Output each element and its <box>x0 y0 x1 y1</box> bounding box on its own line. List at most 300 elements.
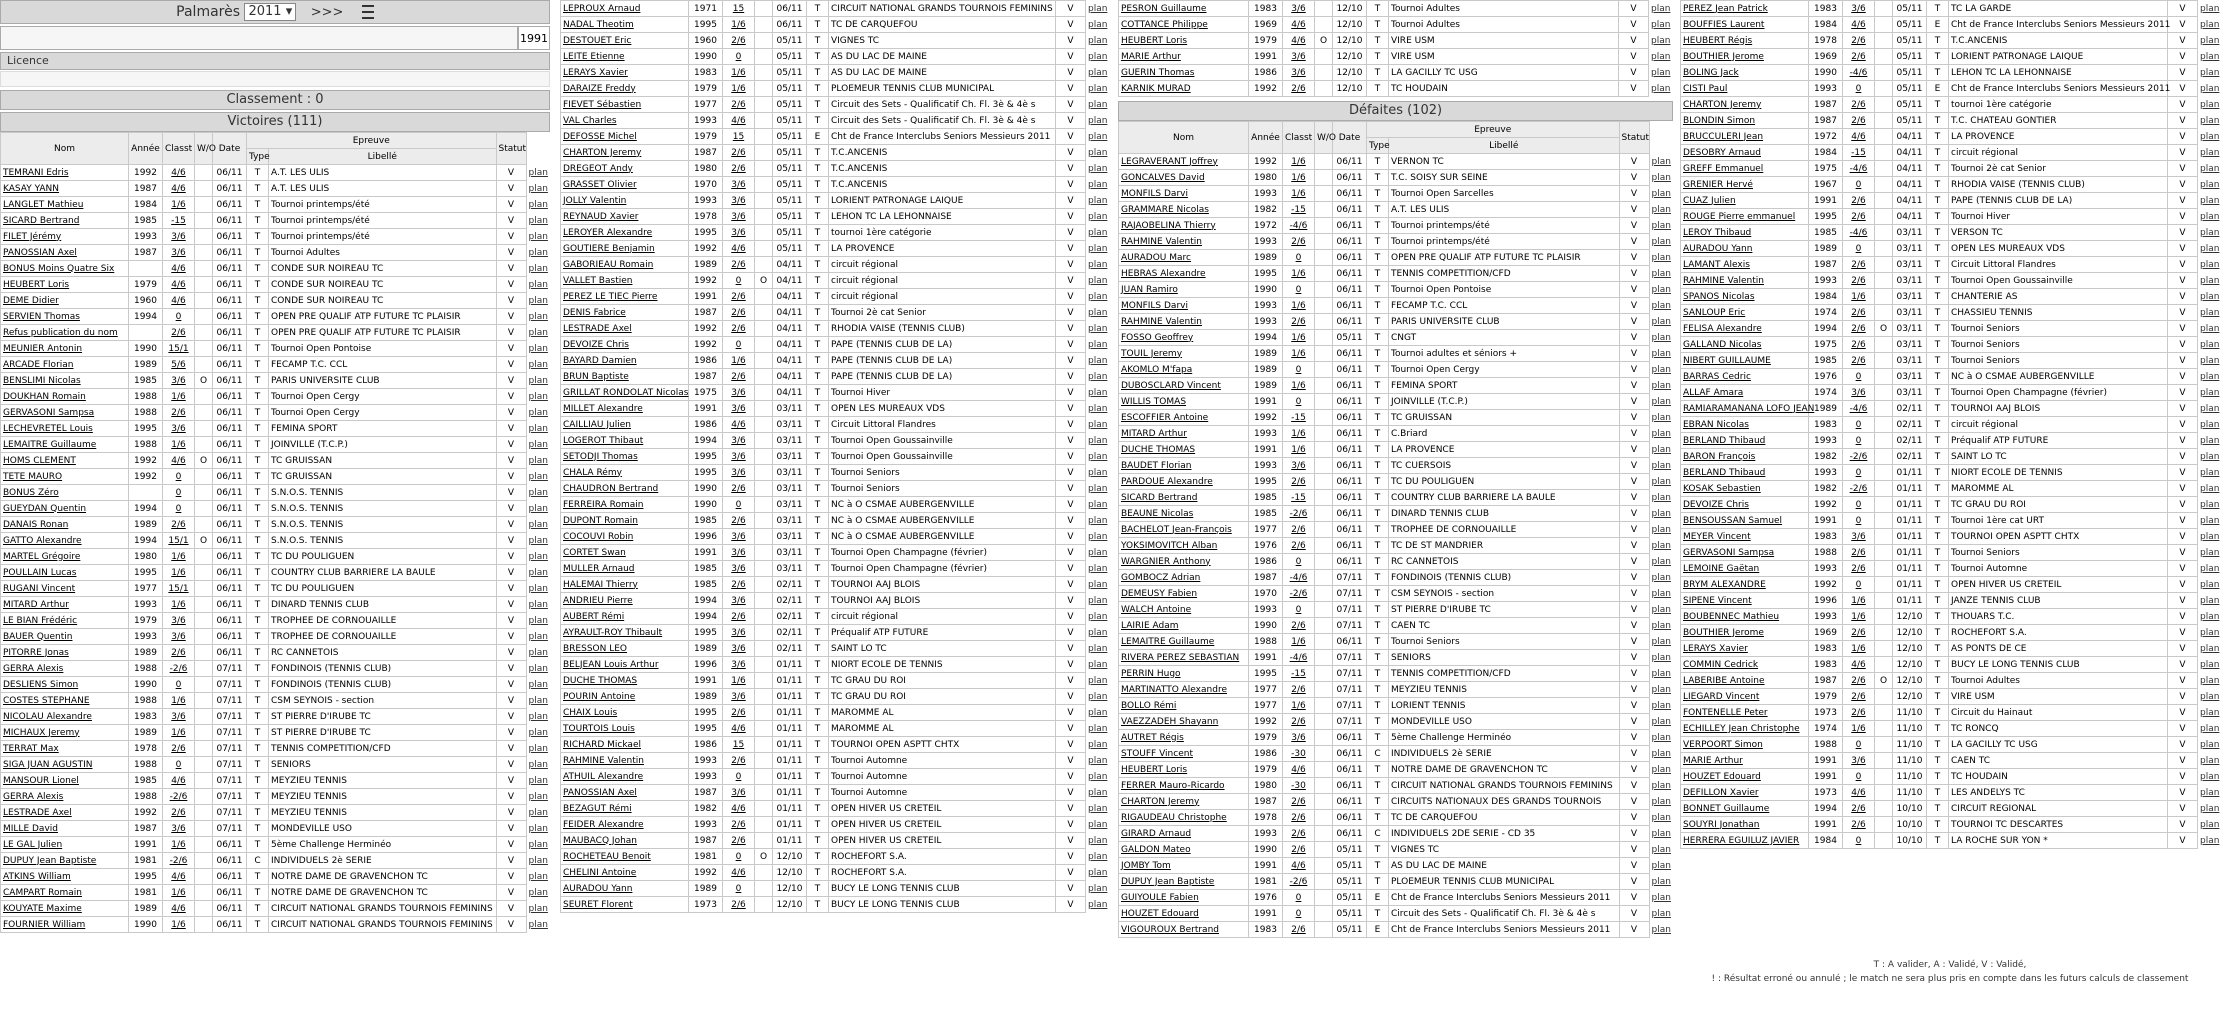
player-name[interactable]: ALLAF Amara <box>1681 385 1809 401</box>
player-name[interactable]: LESTRADE Axel <box>561 321 689 337</box>
player-name[interactable]: DEVOIZE Chris <box>1681 497 1809 513</box>
player-name[interactable]: BOUBENNEC Mathieu <box>1681 609 1809 625</box>
plan-link[interactable]: plan <box>1088 803 1108 814</box>
ranking-cell[interactable]: 4/6 <box>163 277 195 293</box>
player-name[interactable]: ATHUIL Alexandre <box>561 769 689 785</box>
player-name[interactable]: SIGA JUAN AGUSTIN <box>1 757 129 773</box>
plan-link[interactable]: plan <box>1088 83 1108 94</box>
ranking-cell[interactable]: 0 <box>163 309 195 325</box>
ranking-cell[interactable]: 2/6 <box>723 513 755 529</box>
plan-link[interactable]: plan <box>1651 284 1671 295</box>
ranking-cell[interactable]: 2/6 <box>163 645 195 661</box>
plan-link[interactable]: plan <box>1088 387 1108 398</box>
player-name[interactable]: DEFOSSE Michel <box>561 129 689 145</box>
plan-link[interactable]: plan <box>1088 499 1108 510</box>
ranking-cell[interactable]: 1/6 <box>1283 154 1315 170</box>
ranking-cell[interactable]: 0 <box>1843 833 1875 849</box>
plan-link[interactable]: plan <box>1088 355 1108 366</box>
ranking-cell[interactable]: 1/6 <box>1283 378 1315 394</box>
ranking-cell[interactable]: 2/6 <box>1843 193 1875 209</box>
plan-link[interactable]: plan <box>1651 156 1671 167</box>
plan-link[interactable]: plan <box>2200 3 2220 14</box>
plan-link[interactable]: plan <box>2200 19 2220 30</box>
player-name[interactable]: BONNET Guillaume <box>1681 801 1809 817</box>
player-name[interactable]: FONTENELLE Peter <box>1681 705 1809 721</box>
plan-link[interactable]: plan <box>1651 844 1671 855</box>
plan-link[interactable]: plan <box>2200 195 2220 206</box>
plan-link[interactable]: plan <box>1088 739 1108 750</box>
ranking-cell[interactable]: 0 <box>723 49 755 65</box>
ranking-cell[interactable]: 0 <box>1283 906 1315 922</box>
plan-link[interactable]: plan <box>1088 787 1108 798</box>
ranking-cell[interactable]: 3/6 <box>723 209 755 225</box>
ranking-cell[interactable]: 2/6 <box>1283 618 1315 634</box>
ranking-cell[interactable]: 3/6 <box>723 465 755 481</box>
player-name[interactable]: LEITE Etienne <box>561 49 689 65</box>
ranking-cell[interactable]: 2/6 <box>1283 810 1315 826</box>
player-name[interactable]: WALCH Antoine <box>1119 602 1249 618</box>
player-name[interactable]: MICHAUX Jeremy <box>1 725 129 741</box>
plan-link[interactable]: plan <box>1088 211 1108 222</box>
player-name[interactable]: BERLAND Thibaud <box>1681 433 1809 449</box>
player-name[interactable]: AURADOU Marc <box>1119 250 1249 266</box>
player-name[interactable]: POURIN Antoine <box>561 689 689 705</box>
plan-link[interactable]: plan <box>1651 540 1671 551</box>
ranking-cell[interactable]: -4/6 <box>1283 570 1315 586</box>
plan-link[interactable]: plan <box>2200 419 2220 430</box>
player-name[interactable]: GRASSET Olivier <box>561 177 689 193</box>
ranking-cell[interactable]: 1/6 <box>163 725 195 741</box>
plan-link[interactable]: plan <box>528 679 548 690</box>
plan-link[interactable]: plan <box>528 903 548 914</box>
plan-link[interactable]: plan <box>1651 636 1671 647</box>
ranking-cell[interactable]: 1/6 <box>163 197 195 213</box>
ranking-cell[interactable]: 0 <box>1283 554 1315 570</box>
player-name[interactable]: MEUNIER Antonin <box>1 341 129 357</box>
player-name[interactable]: BARRAS Cedric <box>1681 369 1809 385</box>
plan-link[interactable]: plan <box>528 391 548 402</box>
ranking-cell[interactable]: 2/6 <box>1843 113 1875 129</box>
player-name[interactable]: RICHARD Mickael <box>561 737 689 753</box>
ranking-cell[interactable]: 3/6 <box>723 561 755 577</box>
ranking-cell[interactable]: 4/6 <box>723 801 755 817</box>
plan-link[interactable]: plan <box>528 471 548 482</box>
ranking-cell[interactable]: 1/6 <box>723 673 755 689</box>
ranking-cell[interactable]: 3/6 <box>163 245 195 261</box>
player-name[interactable]: ROCHETEAU Benoit <box>561 849 689 865</box>
ranking-cell[interactable]: 3/6 <box>723 401 755 417</box>
player-name[interactable]: AUBERT Rémi <box>561 609 689 625</box>
ranking-cell[interactable]: 0 <box>163 501 195 517</box>
ranking-cell[interactable]: 3/6 <box>1843 1 1875 17</box>
plan-link[interactable]: plan <box>2200 211 2220 222</box>
plan-link[interactable]: plan <box>1088 691 1108 702</box>
ranking-cell[interactable]: 2/6 <box>1283 682 1315 698</box>
plan-link[interactable]: plan <box>2200 835 2220 846</box>
ranking-cell[interactable]: 4/6 <box>1283 762 1315 778</box>
ranking-cell[interactable]: 1/6 <box>163 597 195 613</box>
player-name[interactable]: VIGOUROUX Bertrand <box>1119 922 1249 938</box>
player-name[interactable]: BEZAGUT Rémi <box>561 801 689 817</box>
ranking-cell[interactable]: 2/6 <box>723 145 755 161</box>
player-name[interactable]: DANAIS Ronan <box>1 517 129 533</box>
ranking-cell[interactable]: 3/6 <box>723 385 755 401</box>
ranking-cell[interactable]: 1/6 <box>1283 346 1315 362</box>
plan-link[interactable]: plan <box>528 375 548 386</box>
ranking-cell[interactable]: 3/6 <box>163 629 195 645</box>
player-name[interactable]: TEMRANI Edris <box>1 165 129 181</box>
player-name[interactable]: AURADOU Yann <box>561 881 689 897</box>
ranking-cell[interactable]: 2/6 <box>1843 689 1875 705</box>
ranking-cell[interactable]: -4/6 <box>1843 65 1875 81</box>
player-name[interactable]: MULLER Arnaud <box>561 561 689 577</box>
player-name[interactable]: BELJEAN Louis Arthur <box>561 657 689 673</box>
player-name[interactable]: VAEZZADEH Shayann <box>1119 714 1249 730</box>
plan-link[interactable]: plan <box>1088 419 1108 430</box>
player-name[interactable]: SANLOUP Eric <box>1681 305 1809 321</box>
ranking-cell[interactable]: 4/6 <box>1843 657 1875 673</box>
player-name[interactable]: DUCHE THOMAS <box>1119 442 1249 458</box>
plan-link[interactable]: plan <box>1651 524 1671 535</box>
ranking-cell[interactable]: 1/6 <box>1283 698 1315 714</box>
plan-link[interactable]: plan <box>528 423 548 434</box>
plan-link[interactable]: plan <box>528 631 548 642</box>
plan-link[interactable]: plan <box>528 791 548 802</box>
plan-link[interactable]: plan <box>528 887 548 898</box>
plan-link[interactable]: plan <box>528 295 548 306</box>
ranking-cell[interactable]: 15 <box>723 1 755 17</box>
player-name[interactable]: GERVASONI Sampsa <box>1681 545 1809 561</box>
player-name[interactable]: GERRA Alexis <box>1 789 129 805</box>
ranking-cell[interactable]: 4/6 <box>163 293 195 309</box>
plan-link[interactable]: plan <box>1088 307 1108 318</box>
player-name[interactable]: PARDOUE Alexandre <box>1119 474 1249 490</box>
ranking-cell[interactable]: 2/6 <box>1843 801 1875 817</box>
plan-link[interactable]: plan <box>2200 243 2220 254</box>
plan-link[interactable]: plan <box>1651 236 1671 247</box>
plan-link[interactable]: plan <box>528 231 548 242</box>
player-name[interactable]: GABORIEAU Romain <box>561 257 689 273</box>
plan-link[interactable]: plan <box>1088 115 1108 126</box>
ranking-cell[interactable]: 4/6 <box>1843 785 1875 801</box>
ranking-cell[interactable]: 3/6 <box>723 641 755 657</box>
plan-link[interactable]: plan <box>1651 748 1671 759</box>
player-name[interactable]: YOKSIMOVITCH Alban <box>1119 538 1249 554</box>
ranking-cell[interactable]: 3/6 <box>723 785 755 801</box>
plan-link[interactable]: plan <box>2200 723 2220 734</box>
player-name[interactable]: SICARD Bertrand <box>1119 490 1249 506</box>
player-name[interactable]: DENIS Fabrice <box>561 305 689 321</box>
ranking-cell[interactable]: 2/6 <box>723 753 755 769</box>
plan-link[interactable]: plan <box>1651 460 1671 471</box>
plan-link[interactable]: plan <box>1651 204 1671 215</box>
plan-link[interactable]: plan <box>2200 451 2220 462</box>
ranking-cell[interactable]: -15 <box>1843 145 1875 161</box>
player-name[interactable]: GERRA Alexis <box>1 661 129 677</box>
ranking-cell[interactable]: 1/6 <box>1283 170 1315 186</box>
player-name[interactable]: TERRAT Max <box>1 741 129 757</box>
player-name[interactable]: KARNIK MURAD <box>1119 81 1249 97</box>
player-name[interactable]: RAHMINE Valentin <box>1681 273 1809 289</box>
player-name[interactable]: RAMIARAMANANA LOFO JEAN <box>1681 401 1809 417</box>
player-name[interactable]: HOMS CLEMENT <box>1 453 129 469</box>
player-name[interactable]: PEREZ Jean Patrick <box>1681 1 1809 17</box>
player-name[interactable]: DUCHE THOMAS <box>561 673 689 689</box>
plan-link[interactable]: plan <box>528 247 548 258</box>
plan-link[interactable]: plan <box>2200 627 2220 638</box>
ranking-cell[interactable]: 2/6 <box>723 321 755 337</box>
player-name[interactable]: CHAIX Louis <box>561 705 689 721</box>
plan-link[interactable]: plan <box>1651 588 1671 599</box>
ranking-cell[interactable]: 3/6 <box>1283 65 1315 81</box>
ranking-cell[interactable]: 4/6 <box>1283 858 1315 874</box>
plan-link[interactable]: plan <box>1088 195 1108 206</box>
plan-link[interactable]: plan <box>1088 675 1108 686</box>
player-name[interactable]: CAMPART Romain <box>1 885 129 901</box>
plan-link[interactable]: plan <box>1651 19 1671 30</box>
player-name[interactable]: CHARTON Jeremy <box>1681 97 1809 113</box>
ranking-cell[interactable]: 3/6 <box>723 225 755 241</box>
player-name[interactable]: JOLLY Valentin <box>561 193 689 209</box>
plan-link[interactable]: plan <box>528 487 548 498</box>
plan-link[interactable]: plan <box>1088 547 1108 558</box>
player-name[interactable]: COSTES STEPHANE <box>1 693 129 709</box>
plan-link[interactable]: plan <box>2200 323 2220 334</box>
plan-link[interactable]: plan <box>1088 275 1108 286</box>
plan-link[interactable]: plan <box>1088 259 1108 270</box>
plan-link[interactable]: plan <box>528 455 548 466</box>
ranking-cell[interactable]: 0 <box>1843 417 1875 433</box>
player-name[interactable]: LAIRIE Adam <box>1119 618 1249 634</box>
ranking-cell[interactable]: 1/6 <box>1283 634 1315 650</box>
player-name[interactable]: RAJAOBELINA Thierry <box>1119 218 1249 234</box>
player-name[interactable]: MONFILS Darvi <box>1119 186 1249 202</box>
ranking-cell[interactable]: 15/1 <box>163 533 195 549</box>
player-name[interactable]: GALDON Mateo <box>1119 842 1249 858</box>
player-name[interactable]: ANDRIEU Pierre <box>561 593 689 609</box>
player-name[interactable]: TETE MAURO <box>1 469 129 485</box>
player-name[interactable]: FERREIRA Romain <box>561 497 689 513</box>
player-name[interactable]: CAILLIAU Julien <box>561 417 689 433</box>
plan-link[interactable]: plan <box>1651 428 1671 439</box>
ranking-cell[interactable]: -2/6 <box>1283 586 1315 602</box>
player-name[interactable]: VALLET Bastien <box>561 273 689 289</box>
ranking-cell[interactable]: -4/6 <box>1283 650 1315 666</box>
player-name[interactable]: LEGRAVERANT Joffrey <box>1119 154 1249 170</box>
player-name[interactable]: COCOUVI Robin <box>561 529 689 545</box>
ranking-cell[interactable]: -15 <box>1283 490 1315 506</box>
player-name[interactable]: BLONDIN Simon <box>1681 113 1809 129</box>
ranking-cell[interactable]: 0 <box>1843 433 1875 449</box>
plan-link[interactable]: plan <box>1088 771 1108 782</box>
ranking-cell[interactable]: 0 <box>1843 369 1875 385</box>
player-name[interactable]: DESTOUET Eric <box>561 33 689 49</box>
ranking-cell[interactable]: 0 <box>1283 282 1315 298</box>
player-name[interactable]: DARAIZE Freddy <box>561 81 689 97</box>
plan-link[interactable]: plan <box>1088 659 1108 670</box>
ranking-cell[interactable]: 0 <box>1843 513 1875 529</box>
player-name[interactable]: LE GAL Julien <box>1 837 129 853</box>
ranking-cell[interactable]: 15 <box>723 737 755 753</box>
plan-link[interactable]: plan <box>2200 435 2220 446</box>
plan-link[interactable]: plan <box>1088 19 1108 30</box>
player-name[interactable]: CORTET Swan <box>561 545 689 561</box>
plan-link[interactable]: plan <box>2200 755 2220 766</box>
plan-link[interactable]: plan <box>2200 787 2220 798</box>
ranking-cell[interactable]: 1/6 <box>1283 186 1315 202</box>
plan-link[interactable]: plan <box>1088 243 1108 254</box>
plan-link[interactable]: plan <box>1088 371 1108 382</box>
ranking-cell[interactable]: 4/6 <box>163 261 195 277</box>
player-name[interactable]: BRUN Baptiste <box>561 369 689 385</box>
plan-link[interactable]: plan <box>1088 451 1108 462</box>
ranking-cell[interactable]: 0 <box>1843 577 1875 593</box>
plan-link[interactable]: plan <box>1088 147 1108 158</box>
player-name[interactable]: GALLAND Nicolas <box>1681 337 1809 353</box>
player-name[interactable]: AKOMLO M'fapa <box>1119 362 1249 378</box>
ranking-cell[interactable]: 0 <box>163 469 195 485</box>
player-name[interactable]: KASAY YANN <box>1 181 129 197</box>
player-name[interactable]: LEPROUX Arnaud <box>561 1 689 17</box>
ranking-cell[interactable]: 3/6 <box>1843 529 1875 545</box>
player-name[interactable]: SPANOS Nicolas <box>1681 289 1809 305</box>
ranking-cell[interactable]: 2/6 <box>1283 826 1315 842</box>
player-name[interactable]: VERPOORT Simon <box>1681 737 1809 753</box>
plan-link[interactable]: plan <box>528 743 548 754</box>
ranking-cell[interactable]: 2/6 <box>1843 273 1875 289</box>
player-name[interactable]: CISTI Paul <box>1681 81 1809 97</box>
plan-link[interactable]: plan <box>1651 860 1671 871</box>
player-name[interactable]: REYNAUD Xavier <box>561 209 689 225</box>
plan-link[interactable]: plan <box>1088 723 1108 734</box>
player-name[interactable]: NICOLAU Alexandre <box>1 709 129 725</box>
player-name[interactable]: POULLAIN Lucas <box>1 565 129 581</box>
plan-link[interactable]: plan <box>1088 819 1108 830</box>
player-name[interactable]: BONUS Zéro <box>1 485 129 501</box>
plan-link[interactable]: plan <box>1088 515 1108 526</box>
player-name[interactable]: RUGANI Vincent <box>1 581 129 597</box>
ranking-cell[interactable]: 3/6 <box>1283 730 1315 746</box>
plan-link[interactable]: plan <box>1651 812 1671 823</box>
ranking-cell[interactable]: 0 <box>163 677 195 693</box>
plan-link[interactable]: plan <box>2200 291 2220 302</box>
player-name[interactable]: MITARD Arthur <box>1119 426 1249 442</box>
plan-link[interactable]: plan <box>528 407 548 418</box>
player-name[interactable]: BOLING Jack <box>1681 65 1809 81</box>
player-name[interactable]: BERLAND Thibaud <box>1681 465 1809 481</box>
plan-link[interactable]: plan <box>2200 611 2220 622</box>
plan-link[interactable]: plan <box>2200 515 2220 526</box>
ranking-cell[interactable]: 2/6 <box>1843 209 1875 225</box>
ranking-cell[interactable]: 15 <box>723 129 755 145</box>
player-name[interactable]: PEREZ LE TIEC Pierre <box>561 289 689 305</box>
player-name[interactable]: DREGEOT Andy <box>561 161 689 177</box>
ranking-cell[interactable]: 0 <box>163 757 195 773</box>
plan-link[interactable]: plan <box>528 567 548 578</box>
plan-link[interactable]: plan <box>1088 707 1108 718</box>
ranking-cell[interactable]: 4/6 <box>163 901 195 917</box>
ranking-cell[interactable]: 2/6 <box>1283 922 1315 938</box>
player-name[interactable]: HOUZET Edouard <box>1119 906 1249 922</box>
ranking-cell[interactable]: 2/6 <box>723 609 755 625</box>
ranking-cell[interactable]: 3/6 <box>723 657 755 673</box>
ranking-cell[interactable]: -15 <box>1283 202 1315 218</box>
player-name[interactable]: AYRAULT-ROY Thibault <box>561 625 689 641</box>
ranking-cell[interactable]: 3/6 <box>1283 1 1315 17</box>
player-name[interactable]: AUTRET Régis <box>1119 730 1249 746</box>
plan-link[interactable]: plan <box>1088 611 1108 622</box>
player-name[interactable]: MARTEL Grégoire <box>1 549 129 565</box>
player-name[interactable]: BRESSON LEO <box>561 641 689 657</box>
plan-link[interactable]: plan <box>528 183 548 194</box>
ranking-cell[interactable]: -2/6 <box>163 789 195 805</box>
plan-link[interactable]: plan <box>2200 675 2220 686</box>
plan-link[interactable]: plan <box>1651 796 1671 807</box>
ranking-cell[interactable]: 1/6 <box>723 17 755 33</box>
player-name[interactable]: BOLLO Rémi <box>1119 698 1249 714</box>
ranking-cell[interactable]: 2/6 <box>723 817 755 833</box>
plan-link[interactable]: plan <box>2200 67 2220 78</box>
plan-link[interactable]: plan <box>2200 579 2220 590</box>
player-name[interactable]: RAHMINE Valentin <box>1119 314 1249 330</box>
player-name[interactable]: LAMANT Alexis <box>1681 257 1809 273</box>
plan-link[interactable]: plan <box>528 663 548 674</box>
ranking-cell[interactable]: 1/6 <box>1283 426 1315 442</box>
plan-link[interactable]: plan <box>1088 883 1108 894</box>
plan-link[interactable]: plan <box>1651 780 1671 791</box>
ranking-cell[interactable]: 2/6 <box>723 305 755 321</box>
player-name[interactable]: JUAN Ramiro <box>1119 282 1249 298</box>
player-name[interactable]: DESOBRY Arnaud <box>1681 145 1809 161</box>
player-name[interactable]: MAUBACQ Johan <box>561 833 689 849</box>
plan-link[interactable]: plan <box>1088 323 1108 334</box>
ranking-cell[interactable]: 1/6 <box>163 549 195 565</box>
player-name[interactable]: LEMAITRE Guillaume <box>1119 634 1249 650</box>
plan-link[interactable]: plan <box>528 839 548 850</box>
player-name[interactable]: BOUTHIER Jerome <box>1681 625 1809 641</box>
player-name[interactable]: GRAMMARE Nicolas <box>1119 202 1249 218</box>
plan-link[interactable]: plan <box>1088 227 1108 238</box>
plan-link[interactable]: plan <box>1651 188 1671 199</box>
plan-link[interactable]: plan <box>1651 364 1671 375</box>
player-name[interactable]: GERVASONI Sampsa <box>1 405 129 421</box>
player-name[interactable]: LECHEVRETEL Louis <box>1 421 129 437</box>
plan-link[interactable]: plan <box>2200 707 2220 718</box>
player-name[interactable]: DOUKHAN Romain <box>1 389 129 405</box>
ranking-cell[interactable]: 2/6 <box>723 481 755 497</box>
ranking-cell[interactable]: 4/6 <box>1843 129 1875 145</box>
plan-link[interactable]: plan <box>528 167 548 178</box>
player-name[interactable]: SEURET Florent <box>561 897 689 913</box>
ranking-cell[interactable]: 4/6 <box>723 241 755 257</box>
ranking-cell[interactable]: -2/6 <box>1843 481 1875 497</box>
plan-link[interactable]: plan <box>2200 99 2220 110</box>
ranking-cell[interactable]: 3/6 <box>163 421 195 437</box>
plan-link[interactable]: plan <box>2200 595 2220 606</box>
ranking-cell[interactable]: 2/6 <box>1283 314 1315 330</box>
player-name[interactable]: ATKINS William <box>1 869 129 885</box>
ranking-cell[interactable]: 1/6 <box>1283 330 1315 346</box>
ranking-cell[interactable]: 4/6 <box>163 453 195 469</box>
player-name[interactable]: SETODJI Thomas <box>561 449 689 465</box>
player-name[interactable]: FIEVET Sébastien <box>561 97 689 113</box>
ranking-cell[interactable]: 2/6 <box>723 289 755 305</box>
plan-link[interactable]: plan <box>1651 252 1671 263</box>
ranking-cell[interactable]: 0 <box>723 769 755 785</box>
player-name[interactable]: RAHMINE Valentin <box>561 753 689 769</box>
plan-link[interactable]: plan <box>1651 412 1671 423</box>
ranking-cell[interactable]: 4/6 <box>1843 17 1875 33</box>
